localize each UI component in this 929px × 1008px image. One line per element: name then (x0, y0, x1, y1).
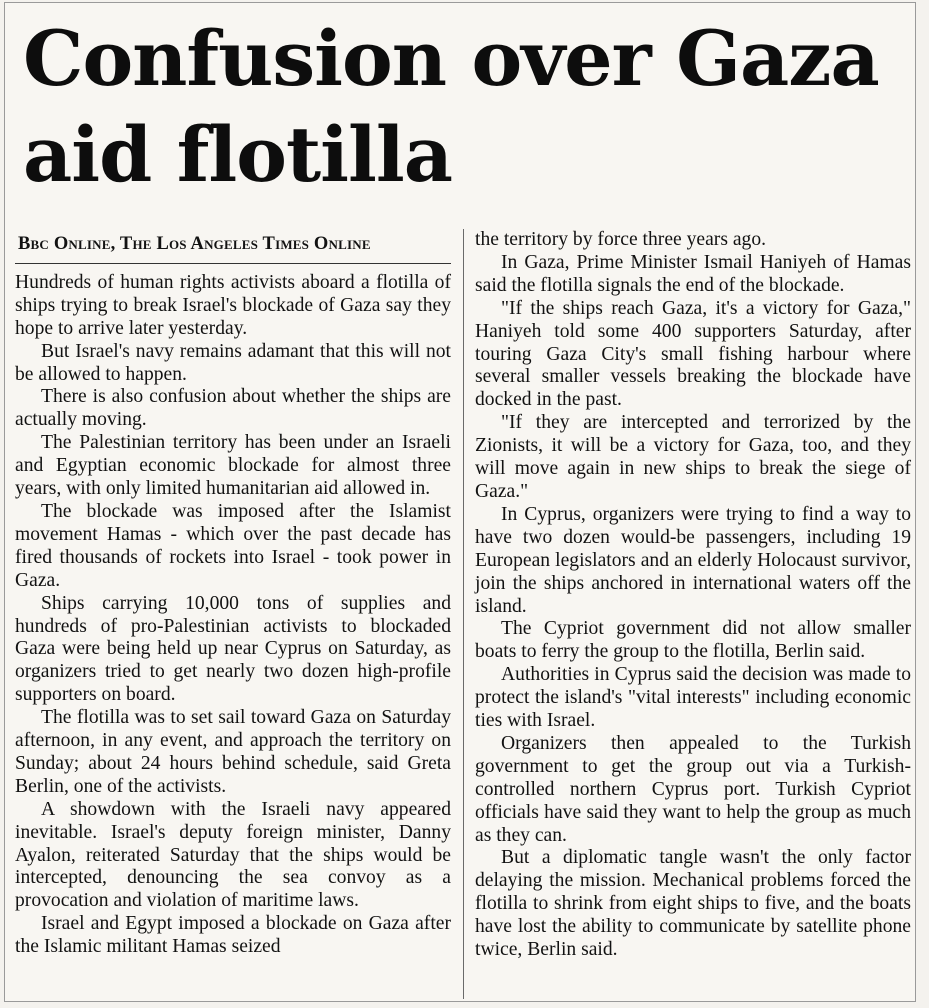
paragraph: the territory by force three years ago. (475, 229, 767, 250)
headline: Confusion over Gaza aid flotilla (23, 14, 879, 199)
right-column (475, 229, 911, 962)
paragraph: In Cyprus, organizers were trying to find a way to have two dozen would-be passengers, including 19 European legislators and an elderly Holocaust survivor, join the ships anchored in international waters off the island. (475, 503, 911, 617)
paragraph: Organizers then appealed to the Turkish government to get the group out via a Turkish-controlled northern Cyprus port. Turkish Cypriot officials have said they want to help the group as much as they can. (475, 732, 911, 846)
paragraph: Ships carrying 10,000 tons of supplies and hundreds of pro-Palestinian activists to blockaded Gaza were being held up near Cyprus on Saturday, as organizers tried to get nearly two dozen high-profile supporters on board. (15, 592, 451, 706)
source-byline: Bbc Online, The Los Angeles Times Online (15, 229, 451, 264)
newspaper-clipping (4, 2, 916, 1002)
paragraph: But Israel's navy remains adamant that this will not be allowed to happen. (15, 340, 451, 385)
paragraph: "If the ships reach Gaza, it's a victory for Gaza," Haniyeh told some 400 supporters Saturday, after touring Gaza City's small fishing harbour where several smaller vessels breaking the blockade have docked in the past. (475, 297, 911, 411)
paragraph: But a diplomatic tangle wasn't the only factor delaying the mission. Mechanical problems forced the flotilla to shrink from eight ships to five, and the boats have lost the ability to communicate by satellite phone twice, Berlin said. (475, 847, 911, 961)
paragraph: The blockade was imposed after the Islamist movement Hamas - which over the past decade has fired thousands of rockets into Israel - took power in Gaza. (15, 500, 451, 591)
paragraph: The Palestinian territory has been under an Israeli and Egyptian economic blockade for almost three years, with only limited humanitarian aid allowed in. (15, 432, 451, 500)
paragraph: There is also confusion about whether the ships are actually moving. (15, 386, 451, 431)
paragraph: Israel and Egypt imposed a blockade on Gaza after the Islamic militant Hamas seized (15, 913, 451, 958)
paragraph: The flotilla was to set sail toward Gaza on Saturday afternoon, in any event, and approach the territory on Sunday; about 24 hours behind schedule, said Greta Berlin, one of the activists. (15, 707, 451, 797)
paragraph: The Cypriot government did not allow smaller boats to ferry the group to the flotilla, Berlin said. (475, 618, 911, 663)
paragraph: Authorities in Cyprus said the decision was made to protect the island's "vital interests" including economic ties with Israel. (475, 664, 911, 732)
paragraph: In Gaza, Prime Minister Ismail Haniyeh of Hamas said the flotilla signals the end of the blockade. (475, 251, 911, 296)
paragraph: "If they are intercepted and terrorized by the Zionists, it will be a victory for Gaza, too, and they will move again in new ships to break the siege of Gaza." (475, 412, 911, 502)
column-divider (463, 229, 464, 999)
paragraph: Hundreds of human rights activists aboard a flotilla of ships trying to break Israel's blockade of Gaza say they hope to arrive later yesterday. (15, 271, 451, 339)
paragraph: A showdown with the Israeli navy appeared inevitable. Israel's deputy foreign minister, Danny Ayalon, reiterated Saturday that the ships would be intercepted, denouncing the sea convoy as a provocation and violation of maritime laws. (15, 798, 451, 912)
left-column (15, 229, 451, 959)
